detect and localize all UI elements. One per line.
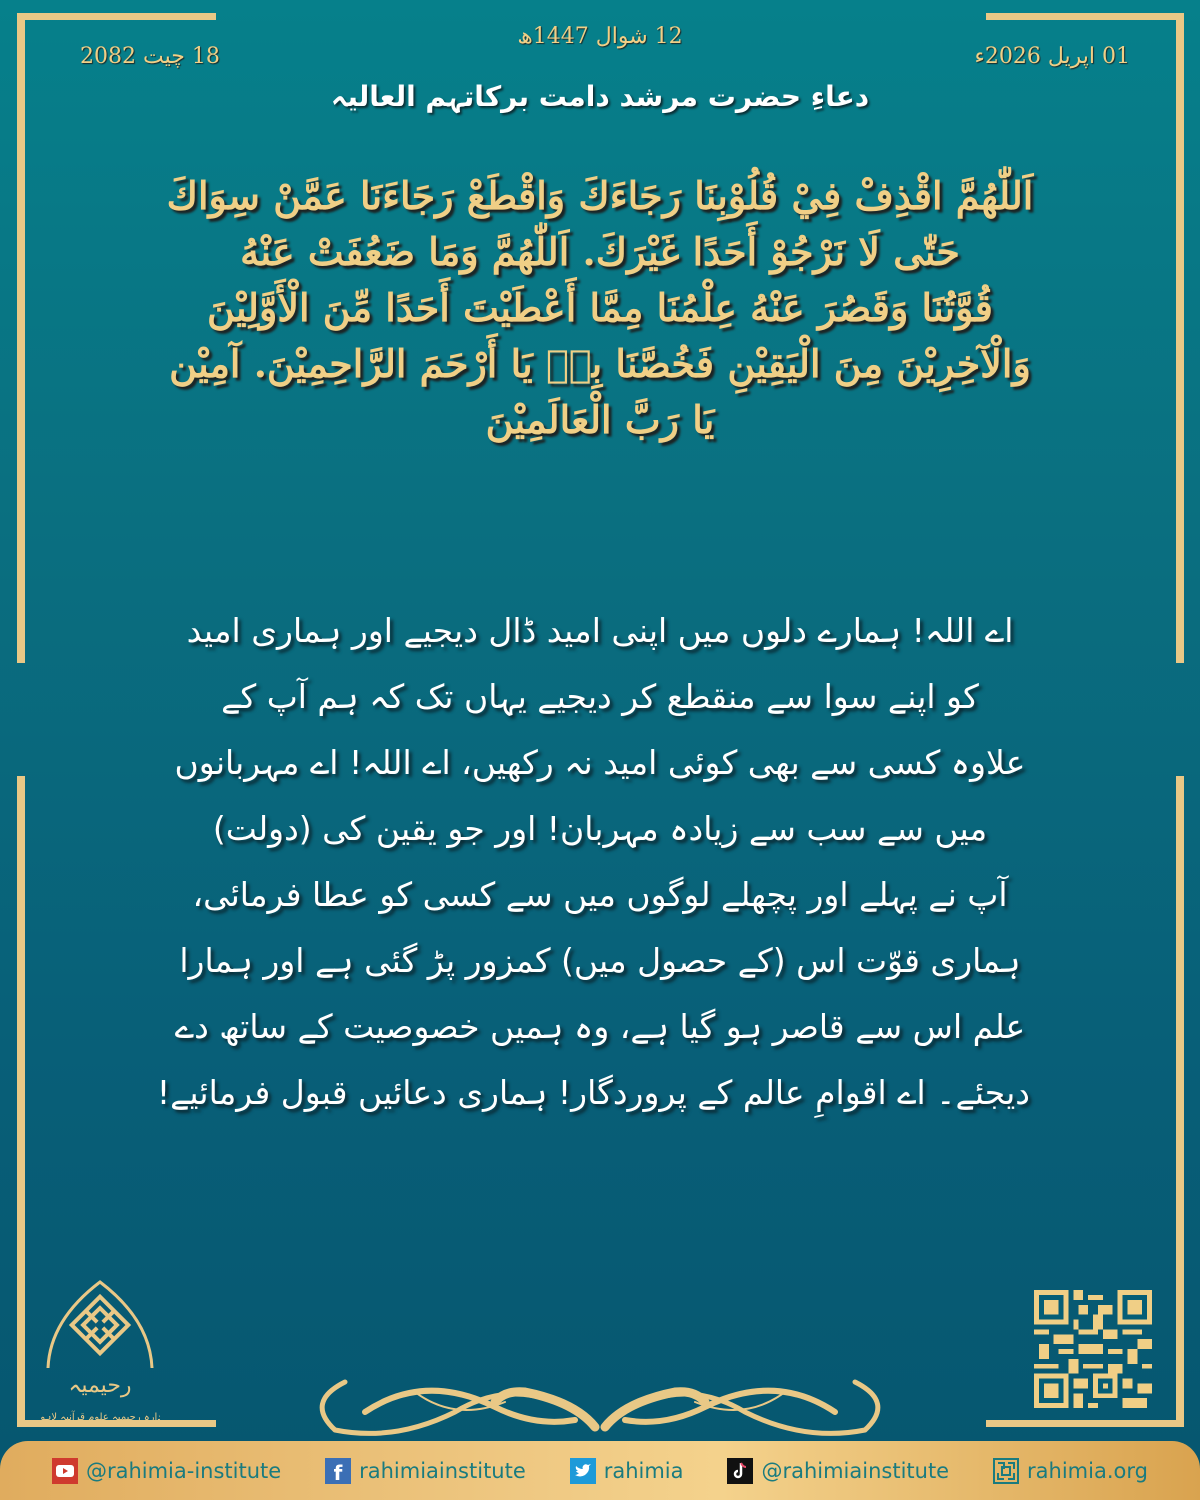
frame-top-right-bar (986, 13, 1183, 20)
qr-code-icon (1033, 1290, 1153, 1408)
twitter-icon (570, 1458, 596, 1484)
arabic-line: حَتّٰى لَا نَرْجُوْ أَحَدًا غَيْرَكَ. اَللّٰهُمَّ وَمَا ضَعُفَتْ عَنْهُ (240, 229, 960, 274)
urdu-line: علم اس سے قاصر ہو گیا ہے، وہ ہمیں خصوصیت کے ساتھ دے (174, 1007, 1026, 1046)
tiktok-handle: @rahimiainstitute (761, 1458, 950, 1483)
urdu-line: آپ نے پہلے اور پچھلے لوگوں میں سے کسی کو عطا فرمائی، (192, 875, 1008, 914)
frame-bottom-right-bar (986, 1420, 1183, 1427)
website-icon (993, 1458, 1019, 1484)
youtube-link[interactable] (52, 1458, 281, 1484)
urdu-line: اے اللہ! ہمارے دلوں میں اپنی امید ڈال دیجیے اور ہماری امید (186, 611, 1014, 650)
institute-logo (40, 1280, 160, 1430)
urdu-translation (156, 598, 1030, 1126)
arabic-line: قُوَّتُنَا وَقَصُرَ عَنْهُ عِلْمُنَا مِمَّا أَعْطَيْتَ أَحَدًا مِّنَ الْأَوَّلِيْنَ (207, 285, 993, 330)
frame-right-lower-bar (1176, 776, 1184, 1427)
arabic-dua (150, 168, 1050, 448)
frame-left-lower-bar (17, 776, 25, 1427)
facebook-handle: rahimiainstitute (359, 1458, 526, 1483)
svg-text:ادارہ رحیمیہ علومِ قرآنیہ لاہو: ادارہ رحیمیہ علومِ قرآنیہ لاہور (40, 1412, 160, 1423)
arabic-line: يَا رَبَّ الْعَالَمِيْنَ (485, 397, 715, 442)
page-title: دعاءِ حضرت مرشد دامت برکاتہم العالیہ (330, 80, 870, 113)
twitter-link[interactable] (570, 1458, 684, 1484)
flourish-icon (305, 1372, 895, 1438)
dome-logo-icon (40, 1280, 160, 1430)
gregorian-date: 01 اپریل 2026ء (974, 44, 1130, 69)
urdu-line: علاوہ کسی سے بھی کوئی امید نہ رکھیں، اے اللہ! اے مہربانوں (174, 743, 1026, 782)
hijri-date: 12 شوال 1447ھ (517, 24, 683, 49)
twitter-handle: rahimia (603, 1458, 684, 1483)
youtube-handle: @rahimia-institute (85, 1458, 282, 1483)
facebook-link[interactable] (325, 1458, 526, 1484)
urdu-line: ہماری قوّت اس (کے حصول میں) کمزور پڑ گئی ہے اور ہمارا (179, 941, 1021, 980)
qr-code[interactable] (1033, 1290, 1153, 1408)
facebook-icon (325, 1458, 351, 1484)
youtube-icon (52, 1458, 78, 1484)
urdu-line: دیجئے۔ اے اقوامِ عالم کے پروردگار! ہماری دعائیں قبول فرمائیے! (156, 1073, 1030, 1112)
website-url: rahimia.org (1027, 1458, 1148, 1483)
tiktok-link[interactable] (727, 1458, 949, 1484)
website-link[interactable] (993, 1458, 1148, 1484)
social-footer (0, 1441, 1200, 1500)
tiktok-icon (727, 1458, 753, 1484)
svg-text:رحیمیہ: رحیمیہ (68, 1373, 132, 1398)
svg-text:f: f (333, 1460, 343, 1484)
frame-top-left-bar (17, 13, 216, 20)
bikrami-date: 18 چیت 2082 (80, 44, 220, 69)
urdu-line: کو اپنے سوا سے منقطع کر دیجیے یہاں تک کہ ہم آپ کے (221, 677, 979, 716)
arabic-line: وَالْآخِرِيْنَ مِنَ الْيَقِيْنِ فَخُصَّنَا بِهٖ يَا أَرْحَمَ الرَّاحِمِيْنَ. آمِيْن (169, 341, 1031, 386)
urdu-line: میں سے سب سے زیادہ مہربان! اور جو یقین کی (دولت) (212, 809, 988, 848)
arabic-line: اَللّٰهُمَّ اقْذِفْ فِيْ قُلُوْبِنَا رَجَاءَكَ وَاقْطَعْ رَجَاءَنَا عَمَّنْ سِوَاكَ (166, 173, 1034, 218)
decorative-flourish (305, 1372, 895, 1438)
